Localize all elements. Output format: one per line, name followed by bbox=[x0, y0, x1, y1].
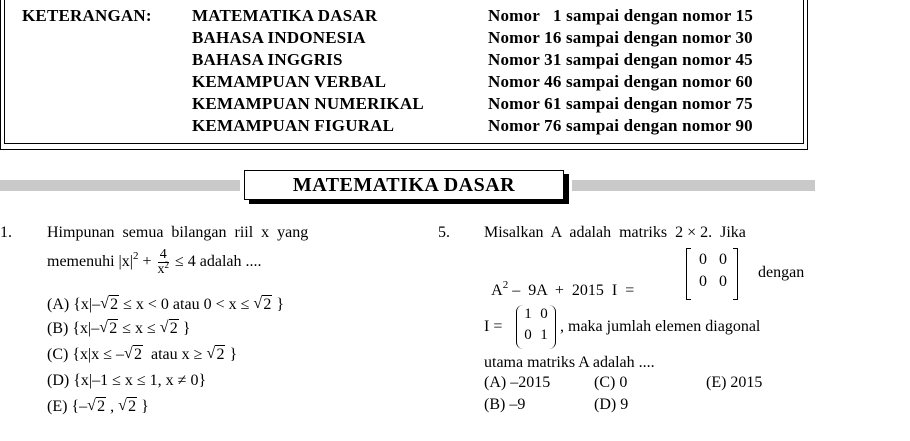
q1-plus: + bbox=[142, 253, 152, 271]
subject-4: KEMAMPUAN VERBAL bbox=[192, 72, 387, 91]
q5-eq-rest: – 9A + 2015 I = bbox=[508, 282, 635, 299]
q5-option-e[interactable]: (E) 2015 bbox=[706, 374, 763, 391]
sqrt-symbol bbox=[100, 296, 119, 314]
subject-3: BAHASA INGGRIS bbox=[192, 50, 343, 69]
q1-exp: 2 bbox=[132, 250, 139, 263]
q1-fraction bbox=[157, 248, 169, 277]
range-6: Nomor 76 sampai dengan nomor 90 bbox=[488, 116, 753, 135]
q5-eq-exp: 2 bbox=[502, 279, 509, 291]
sqrt-symbol bbox=[253, 296, 272, 314]
q5-line3: , maka jumlah elemen diagonal bbox=[560, 318, 761, 335]
sqrt-symbol bbox=[118, 398, 137, 416]
section-title: MATEMATIKA DASAR bbox=[244, 170, 564, 200]
q5-matrix-zero bbox=[694, 250, 732, 292]
matrix2-cell: 1 bbox=[540, 327, 548, 343]
q1-option-b-radicand1: 2 bbox=[109, 320, 118, 337]
matrix1-left-bracket bbox=[686, 248, 691, 300]
q5-eq-a: A bbox=[491, 282, 503, 299]
keterangan-label: KETERANGAN: bbox=[22, 6, 152, 25]
q1-option-b-part1: {x|– bbox=[72, 320, 100, 337]
sqrt-symbol bbox=[124, 346, 143, 364]
q1-line2 bbox=[47, 248, 262, 277]
sqrt-symbol bbox=[87, 398, 106, 416]
heading-bar-right bbox=[572, 180, 815, 191]
subject-1: MATEMATIKA DASAR bbox=[192, 6, 378, 25]
q5-option-c[interactable]: (C) 0 bbox=[594, 374, 628, 391]
range-4: Nomor 46 sampai dengan nomor 60 bbox=[488, 72, 753, 91]
q1-option-b-part3: } bbox=[178, 320, 191, 337]
q1-option-c-part2: atau x ≥ bbox=[143, 346, 207, 363]
q1-option-e-part1: {– bbox=[71, 398, 88, 415]
subject-6: KEMAMPUAN FIGURAL bbox=[192, 116, 395, 135]
q1-line2-start: memenuhi |x| bbox=[47, 253, 133, 271]
q5-equation bbox=[484, 264, 634, 300]
q1-option-a-radicand1: 2 bbox=[110, 296, 119, 313]
matrix2-right-paren bbox=[549, 305, 556, 349]
q5-option-b[interactable]: (B) –9 bbox=[484, 396, 526, 413]
q1-option-b-radicand2: 2 bbox=[169, 320, 178, 337]
heading-bar-left bbox=[0, 180, 240, 191]
q1-option-d-label: (D) bbox=[47, 372, 70, 389]
q5-i-label: I = bbox=[484, 318, 503, 335]
range-2: Nomor 16 sampai dengan nomor 30 bbox=[488, 28, 753, 47]
range-3: Nomor 31 sampai dengan nomor 45 bbox=[488, 50, 753, 69]
q1-frac-den-x: x bbox=[157, 262, 165, 277]
q1-option-c-part1: {x|x ≤ – bbox=[72, 346, 124, 363]
matrix1-cell: 0 bbox=[699, 273, 707, 290]
range-5: Nomor 61 sampai dengan nomor 75 bbox=[488, 94, 753, 113]
q1-option-e-radicand1: 2 bbox=[97, 398, 106, 415]
q1-option-c-radicand1: 2 bbox=[134, 346, 142, 363]
q1-line1: Himpunan semua bilangan riil x yang bbox=[47, 224, 309, 241]
q5-dengan: dengan bbox=[758, 264, 805, 281]
q1-option-c-part3: } bbox=[225, 346, 238, 363]
q1-option-a-radicand2: 2 bbox=[263, 296, 272, 313]
q1-option-c-label: (C) bbox=[47, 346, 69, 363]
q1-option-d-text: {x|–1 ≤ x ≤ 1, x ≠ 0} bbox=[73, 372, 207, 389]
q1-option-e-radicand2: 2 bbox=[128, 398, 137, 415]
q1-option-a-part2: ≤ x < 0 atau 0 < x ≤ bbox=[119, 296, 254, 313]
q1-option-b[interactable] bbox=[47, 320, 190, 338]
q5-line4: utama matriks A adalah .... bbox=[484, 354, 655, 371]
q1-option-b-part2: ≤ x ≤ bbox=[118, 320, 160, 337]
q1-option-a-label: (A) bbox=[47, 296, 70, 313]
sqrt-symbol bbox=[206, 346, 225, 364]
q1-option-a[interactable] bbox=[47, 296, 284, 314]
matrix1-cell: 0 bbox=[719, 251, 727, 268]
q1-option-e-part2: , bbox=[106, 398, 119, 415]
q1-frac-den bbox=[157, 260, 169, 277]
q1-number: 1. bbox=[0, 224, 12, 241]
matrix1-cell: 0 bbox=[699, 251, 707, 268]
q5-number: 5. bbox=[438, 224, 450, 241]
q5-option-a[interactable]: (A) –2015 bbox=[484, 374, 551, 391]
subject-5: KEMAMPUAN NUMERIKAL bbox=[192, 94, 424, 113]
matrix1-cell: 0 bbox=[719, 273, 727, 290]
sqrt-symbol bbox=[99, 320, 118, 338]
q1-option-e-part3: } bbox=[137, 398, 149, 415]
range-1: Nomor 1 sampai dengan nomor 15 bbox=[488, 6, 754, 25]
q1-option-e[interactable] bbox=[47, 398, 149, 416]
q5-option-d[interactable]: (D) 9 bbox=[594, 396, 629, 413]
sqrt-symbol bbox=[160, 320, 179, 338]
q1-frac-num: 4 bbox=[159, 247, 167, 262]
matrix2-cell: 0 bbox=[524, 327, 532, 343]
q1-option-a-part1: {x|– bbox=[73, 296, 101, 313]
q5-matrix-identity bbox=[521, 305, 551, 345]
matrix2-cell: 1 bbox=[524, 306, 532, 322]
q1-option-c-radicand2: 2 bbox=[216, 346, 225, 363]
q1-line2-end: ≤ 4 adalah .... bbox=[174, 253, 262, 271]
q1-option-c[interactable] bbox=[47, 346, 237, 364]
q1-frac-den-exp: 2 bbox=[164, 260, 169, 270]
q1-option-b-label: (B) bbox=[47, 320, 69, 337]
q1-option-a-part3: } bbox=[272, 296, 285, 313]
matrix2-cell: 0 bbox=[540, 306, 548, 322]
matrix1-right-bracket bbox=[733, 248, 738, 300]
q1-option-d[interactable] bbox=[47, 372, 206, 390]
subject-2: BAHASA INDONESIA bbox=[192, 28, 366, 47]
q5-line1: Misalkan A adalah matriks 2 × 2. Jika bbox=[484, 224, 746, 241]
q1-option-e-label: (E) bbox=[47, 398, 68, 415]
